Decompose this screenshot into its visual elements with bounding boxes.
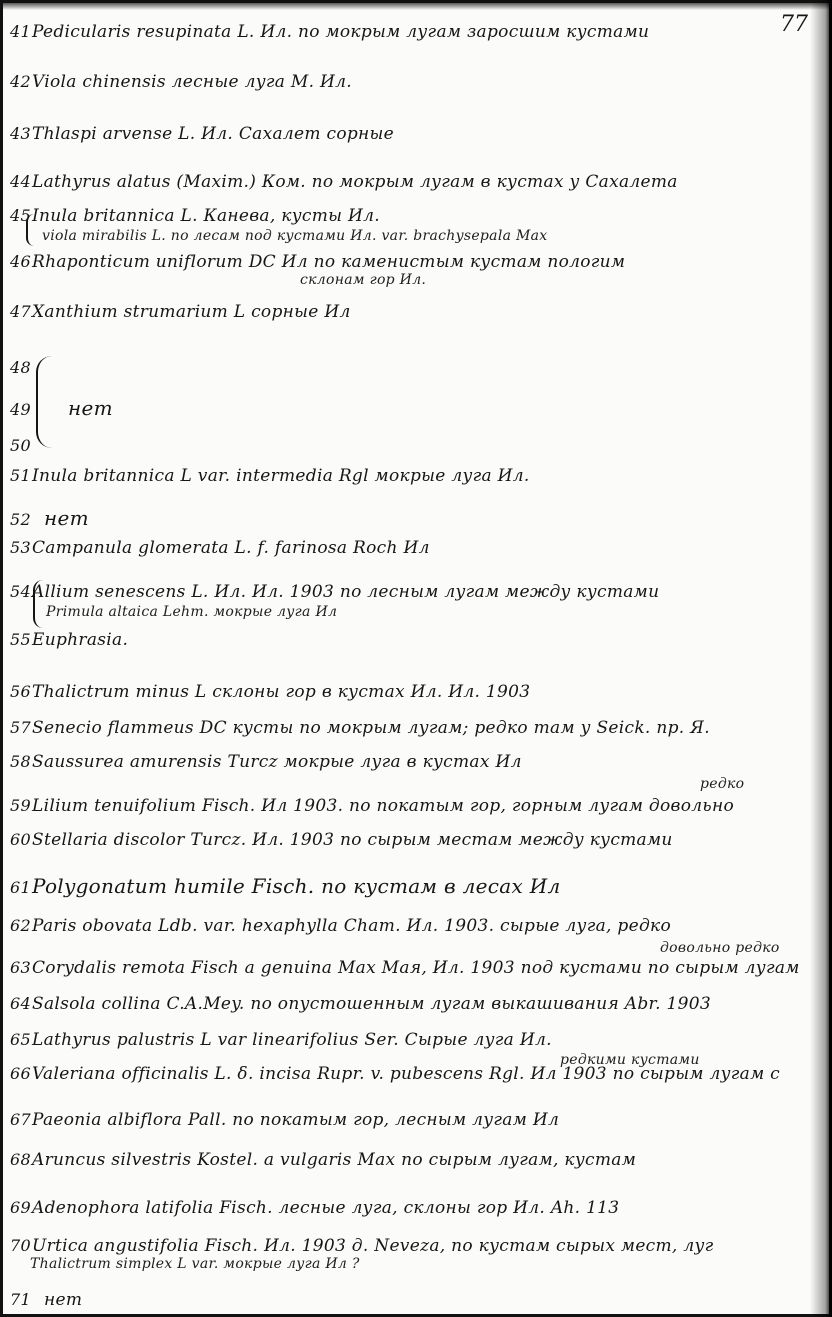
entry-56: 56Thalictrum minus L склоны гор в кустах Ил. Ил. 1903 [10,682,531,702]
entry-48: 48 [10,358,31,377]
entry-68: 68Aruncus silvestris Kostel. a vulgaris Max по сырым лугам, кустам [10,1150,637,1170]
entry-55: 55Euphrasia. [10,630,129,650]
entry-41: 41Pedicularis resupinata L. Ил. по мокрым лугам заросшим кустами [10,22,650,42]
entry-57: 57Senecio flammeus DC кусты по мокрым лугам; редко там у Seick. пр. Я. [10,718,710,738]
entry-61: 61Polygonatum humile Fisch. по кустам в лесах Ил [10,874,561,898]
entry-71: 71 нет [10,1290,83,1310]
entry-63: 63Corydalis remota Fisch a genuina Max Мая, Ил. 1903 под кустами по сырым лугам [10,958,800,978]
entry-65: 65Lathyrus palustris L var linearifolius Ser. Сырые луга Ил. [10,1030,552,1050]
entry-59-note: редко [700,776,745,792]
page-number: 77 [780,12,808,37]
entry-45: 45Inula britannica L. Канева, кусты Ил. [10,206,380,226]
entry-54-subline: Primula altaica Lehm. мокрые луга Ил [46,604,338,620]
entry-44: 44Lathyrus alatus (Maxim.) Ком. по мокрым лугам в кустах у Сахалета [10,172,678,192]
entry-58: 58Saussurea amurensis Turcz мокрые луга в кустах Ил [10,752,522,772]
entry-60: 60Stellaria discolor Turcz. Ил. 1903 по сырым местам между кустами [10,830,673,850]
entry-46-continuation: склонам гор Ил. [300,272,427,288]
entry-49: 49 нет [10,396,113,420]
scan-shadow-top [0,0,832,10]
entry-69: 69Adenophora latifolia Fisch. лесные луга, склоны гор Ил. Ah. 113 [10,1198,620,1218]
entry-67: 67Paeonia albiflora Pall. по покатым гор, лесным лугам Ил [10,1110,560,1130]
entry-54: 54Allium senescens L. Ил. Ил. 1903 по лесным лугам между кустами [10,582,660,602]
entry-46: 46Rhaponticum uniflorum DC Ил по каменистым кустам пологим [10,252,626,272]
entry-70: 70Urtica angustifolia Fisch. Ил. 1903 д. Neveza, по кустам сырых мест, луг [10,1236,714,1256]
entry-64: 64Salsola collina C.A.Mey. по опустошенным лугам выкашивания Abr. 1903 [10,994,711,1014]
entry-52: 52 нет [10,506,89,530]
entry-51: 51Inula britannica L var. intermedia Rgl мокрые луга Ил. [10,466,530,486]
entry-63-note: довольно редко [660,940,780,956]
entry-70-subline: Thalictrum simplex L var. мокрые луга Ил ? [30,1256,360,1272]
entry-62: 62Paris obovata Ldb. var. hexaphylla Cham. Ил. 1903. сырые луга, редко [10,916,672,936]
entry-53: 53Campanula glomerata L. f. farinosa Roch Ил [10,538,430,558]
entry-47: 47Xanthium strumarium L сорные Ил [10,302,351,322]
entry-43: 43Thlaspi arvense L. Ил. Сахалет сорные [10,124,395,144]
scan-shadow-right [810,0,832,1317]
entry-59: 59Lilium tenuifolium Fisch. Ил 1903. по покатым гор, горным лугам довольно [10,796,734,816]
entry-42: 42Viola chinensis лесные луга М. Ил. [10,72,352,92]
entry-45-subline: viola mirabilis L. по лесам под кустами Ил. var. brachysepala Max [42,228,548,244]
entry-66: 66Valeriana officinalis L. δ. incisa Rupr. v. pubescens Rgl. Ил 1903 по сырым лугам с [10,1064,780,1084]
entry-50: 50 [10,436,31,455]
entry-66-note: редкими кустами [560,1052,700,1068]
